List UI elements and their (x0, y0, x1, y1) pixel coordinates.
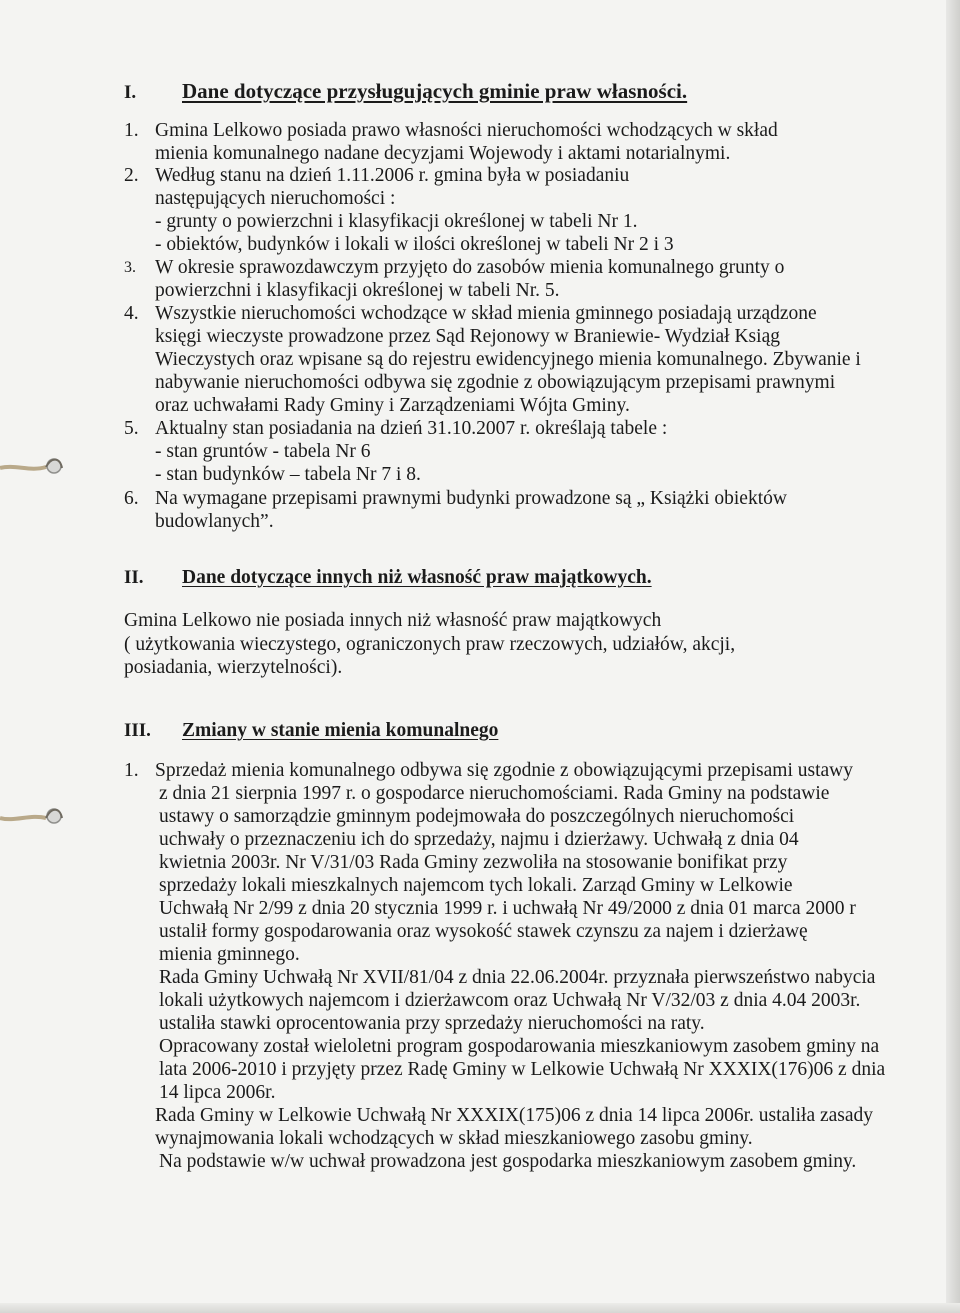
item-number: 3. (124, 259, 136, 276)
page-edge-shadow (946, 0, 960, 1313)
text-line: Wieczystych oraz wpisane są do rejestru ewidencyjnego mienia komunalnego. Zbywanie i (155, 349, 861, 370)
text-line: Na wymagane przepisami prawnymi budynki prowadzone są „ Książki obiektów (155, 488, 787, 509)
text-line: Wszystkie nieruchomości wchodzące w skład mienia gminnego posiadają urządzone (155, 303, 817, 324)
text-line: nabywanie nieruchomości odbywa się zgodnie z obowiązującym przepisami prawnymi (155, 372, 836, 393)
text-line: Rada Gminy Uchwałą Nr XVII/81/04 z dnia 22.06.2004r. przyznała pierwszeństwo nabycia (159, 967, 876, 988)
text-line: księgi wieczyste prowadzone przez Sąd Rejonowy w Braniewie- Wydział Ksiąg (155, 326, 780, 347)
text-line: Sprzedaż mienia komunalnego odbywa się zgodnie z obowiązującymi przepisami ustawy (155, 760, 853, 781)
item-number: 2. (124, 165, 139, 186)
text-line: oraz uchwałami Rady Gminy i Zarządzeniami Wójta Gminy. (155, 395, 630, 416)
section-number: I. (124, 82, 137, 103)
text-line: wynajmowania lokali wchodzących w skład mieszkaniowego zasobu gminy. (155, 1128, 753, 1149)
text-line: sprzedaży lokali mieszkalnych najemcom tych lokali. Zarząd Gminy w Lelkowie (159, 875, 793, 896)
text-line: Na podstawie w/w uchwał prowadzona jest gospodarka mieszkaniowym zasobem gminy. (159, 1151, 857, 1172)
text-line: Gmina Lelkowo posiada prawo własności nieruchomości wchodzących w skład (155, 120, 778, 141)
item-number: 6. (124, 488, 139, 509)
binder-string-icon (0, 800, 70, 836)
section-title: Zmiany w stanie mienia komunalnego (182, 720, 499, 741)
text-line: ustawy o samorządzie gminnym podejmowała do poszczególnych nieruchomości (159, 806, 795, 827)
section-title: Dane dotyczące innych niż własność praw majątkowych. (182, 567, 652, 588)
text-line: lata 2006-2010 i przyjęty przez Radę Gminy w Lelkowie Uchwałą Nr XXXIX(176)06 z dnia (159, 1059, 886, 1080)
item-number: 5. (124, 418, 139, 439)
page-bottom-edge (0, 1303, 960, 1313)
item-number: 4. (124, 303, 139, 324)
text-line: Aktualny stan posiadania na dzień 31.10.2007 r. określają tabele : (155, 418, 668, 439)
text-line: z dnia 21 sierpnia 1997 r. o gospodarce nieruchomościami. Rada Gminy na podstawie (159, 783, 830, 804)
text-line: - grunty o powierzchni i klasyfikacji określonej w tabeli Nr 1. (155, 211, 638, 232)
binder-string-icon (0, 448, 70, 484)
text-line: mienia komunalnego nadane decyzjami Wojewody i aktami notarialnymi. (155, 143, 731, 164)
item-number: 1. (124, 120, 139, 141)
text-line: następujących nieruchomości : (155, 188, 396, 209)
text-line: Uchwałą Nr 2/99 z dnia 20 stycznia 1999 r. i uchwałą Nr 49/2000 z dnia 01 marca 2000 r (159, 898, 856, 919)
text-line: posiadania, wierzytelności). (124, 657, 343, 678)
text-line: powierzchni i klasyfikacji określonej w tabeli Nr. 5. (155, 280, 560, 301)
text-line: Gmina Lelkowo nie posiada innych niż własność praw majątkowych (124, 610, 662, 631)
section-number: II. (124, 567, 144, 588)
text-line: - stan budynków – tabela Nr 7 i 8. (155, 464, 421, 485)
text-line: 14 lipca 2006r. (159, 1082, 276, 1103)
text-line: ( użytkowania wieczystego, ograniczonych praw rzeczowych, udziałów, akcji, (124, 634, 736, 655)
text-line: kwietnia 2003r. Nr V/31/03 Rada Gminy zezwoliła na stosowanie bonifikat przy (159, 852, 788, 873)
text-line: ustaliła stawki oprocentowania przy sprzedaży nieruchomości na raty. (159, 1013, 705, 1034)
text-line: lokali użytkowych najemcom i dzierżawcom oraz Uchwałą Nr V/32/03 z dnia 4.04 2003r. (159, 990, 861, 1011)
text-line: Opracowany został wieloletni program gospodarowania mieszkaniowym zasobem gminy na (159, 1036, 880, 1057)
item-number: 1. (124, 760, 139, 781)
section-title: Dane dotyczące przysługujących gminie praw własności. (182, 79, 688, 103)
section-number: III. (124, 720, 151, 741)
text-line: - obiektów, budynków i lokali w ilości określonej w tabeli Nr 2 i 3 (155, 234, 674, 255)
text-line: Rada Gminy w Lelkowie Uchwałą Nr XXXIX(175)06 z dnia 14 lipca 2006r. ustaliła zasady (155, 1105, 874, 1126)
text-line: uchwały o przeznaczeniu ich do sprzedaży, najmu i dzierżawy. Uchwałą z dnia 04 (159, 829, 799, 850)
text-line: W okresie sprawozdawczym przyjęto do zasobów mienia komunalnego grunty o (155, 257, 785, 278)
text-line: ustalił formy gospodarowania oraz wysokość stawek czynszu za najem i dzierżawę (159, 921, 808, 942)
text-line: - stan gruntów - tabela Nr 6 (155, 441, 371, 462)
text-line: budowlanych”. (155, 511, 274, 532)
text-line: Według stanu na dzień 1.11.2006 r. gmina była w posiadaniu (155, 165, 630, 186)
text-line: mienia gminnego. (159, 944, 300, 965)
